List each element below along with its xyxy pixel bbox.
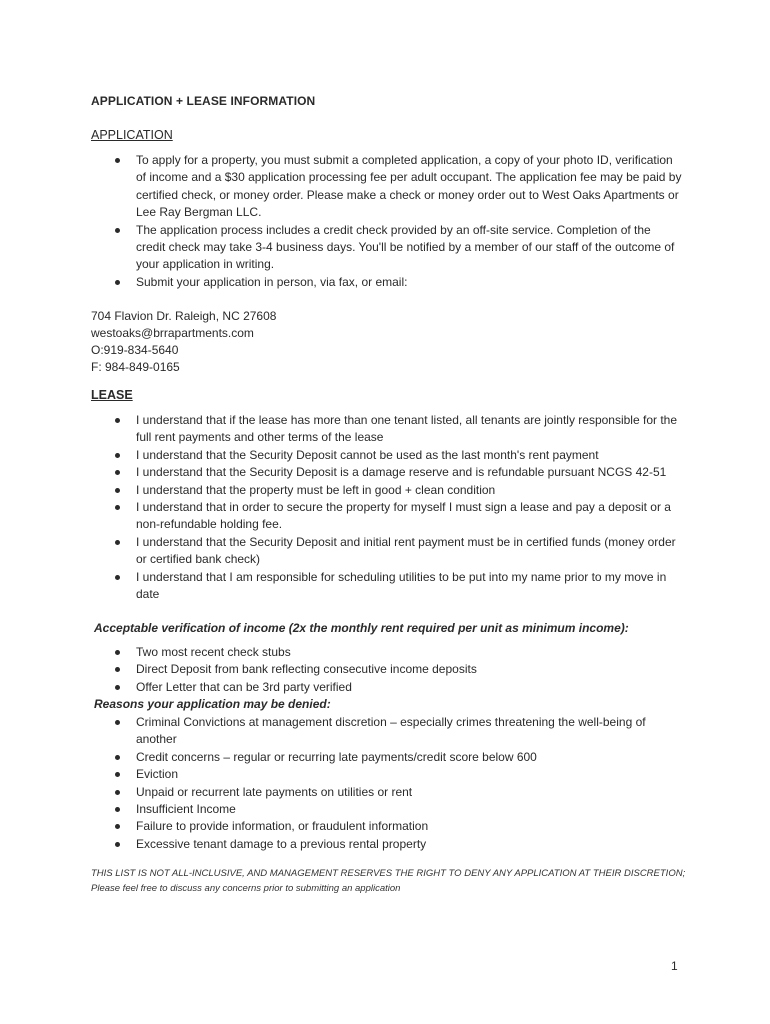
document-title: APPLICATION + LEASE INFORMATION [91, 94, 316, 108]
contact-block [91, 308, 276, 376]
contact-fax: F: 984-849-0165 [91, 360, 180, 374]
contact-address: 704 Flavion Dr. Raleigh, NC 27608 [91, 309, 277, 323]
denial-list [0, 714, 682, 853]
list-item: Submit your application in person, via fax, or email: [0, 274, 682, 291]
list-item: Failure to provide information, or fraudulent information [0, 818, 682, 835]
lease-heading: LEASE [91, 388, 133, 402]
income-heading: Acceptable verification of income (2x the monthly rent required per unit as minimum income): [94, 621, 629, 635]
application-list [0, 152, 682, 291]
list-item: Criminal Convictions at management discretion – especially crimes threatening the well-being of another [0, 714, 682, 749]
list-item: The application process includes a credit check provided by an off-site service. Completion of the credit check may take 3-4 business days. You'll be notified by a member of our staff of the outcome of your application in writing. [0, 222, 682, 274]
lease-list [0, 412, 682, 603]
denial-heading: Reasons your application may be denied: [94, 697, 331, 711]
list-item: Offer Letter that can be 3rd party verified [0, 679, 682, 696]
list-item: Excessive tenant damage to a previous rental property [0, 836, 682, 853]
list-item: I understand that if the lease has more than one tenant listed, all tenants are jointly responsible for the full rent payments and other terms of the lease [0, 412, 682, 447]
list-item: I understand that the Security Deposit is a damage reserve and is refundable pursuant NCGS 42-51 [0, 464, 682, 481]
income-list [0, 644, 682, 696]
list-item: I understand that the Security Deposit cannot be used as the last month's rent payment [0, 447, 682, 464]
contact-office-phone: O:919-834-5640 [91, 343, 179, 357]
list-item: Credit concerns – regular or recurring late payments/credit score below 600 [0, 749, 682, 766]
disclaimer-note: THIS LIST IS NOT ALL-INCLUSIVE, AND MANAGEMENT RESERVES THE RIGHT TO DENY ANY APPLICATION AT THEIR DISCRETION; Please feel free to discuss any concerns prior to submitting an application [91, 868, 686, 894]
list-item: Two most recent check stubs [0, 644, 682, 661]
list-item: To apply for a property, you must submit a completed application, a copy of your photo ID, verification of income and a $30 application processing fee per adult occupant. The application fee may be paid by certified check, or money order. Please make a check or money order out to West Oaks Apartments or Lee Ray Bergman LLC. [0, 152, 682, 222]
list-item: Eviction [0, 766, 682, 783]
list-item: I understand that the property must be left in good + clean condition [0, 482, 682, 499]
list-item: Unpaid or recurrent late payments on utilities or rent [0, 784, 682, 801]
contact-email: westoaks@brrapartments.com [91, 326, 254, 340]
list-item: Insufficient Income [0, 801, 682, 818]
list-item: I understand that in order to secure the property for myself I must sign a lease and pay a deposit or a non-refundable holding fee. [0, 499, 682, 534]
page-number: 1 [671, 959, 678, 973]
application-heading: APPLICATION [91, 128, 173, 142]
list-item: Direct Deposit from bank reflecting consecutive income deposits [0, 661, 682, 678]
list-item: I understand that the Security Deposit and initial rent payment must be in certified funds (money order or certified bank check) [0, 534, 682, 569]
list-item: I understand that I am responsible for scheduling utilities to be put into my name prior to my move in date [0, 569, 682, 604]
